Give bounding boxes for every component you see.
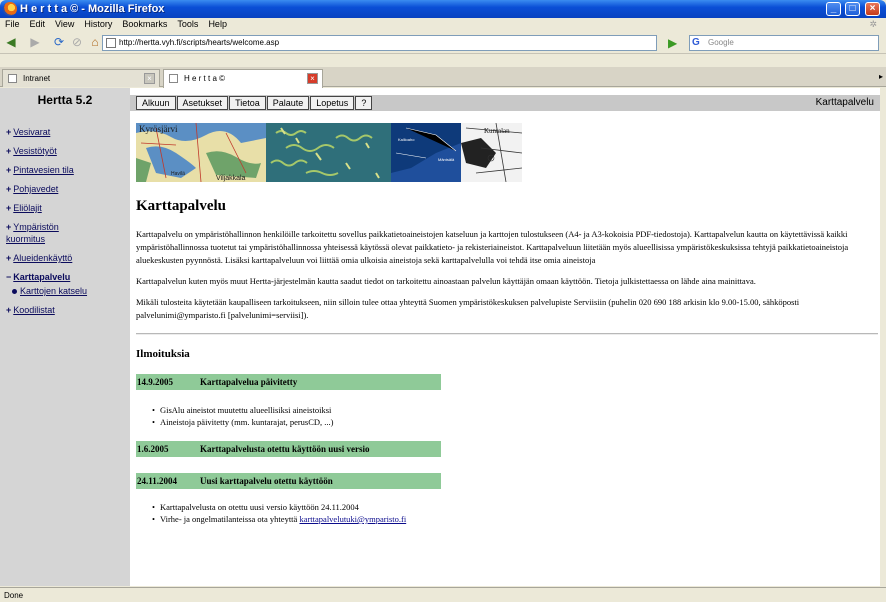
reload-icon[interactable]: ⟳ bbox=[53, 35, 65, 49]
notice-headline: Uusi karttapalvelu otettu käyttöön bbox=[200, 476, 333, 486]
notice-headline: Karttapalvelusta otettu käyttöön uusi versio bbox=[200, 444, 370, 454]
tietoa-button[interactable]: Tietoa bbox=[229, 96, 266, 110]
sidebar-item-karttapalvelu[interactable]: − Karttapalvelu bbox=[6, 272, 71, 282]
sidebar-item-alueidenkaytto[interactable]: + Alueidenkäyttö bbox=[6, 253, 73, 263]
palaute-button[interactable]: Palaute bbox=[267, 96, 310, 110]
notice-header bbox=[136, 441, 441, 457]
main-article bbox=[136, 198, 878, 330]
search-input[interactable] bbox=[689, 35, 879, 51]
support-email-link[interactable]: karttapalvelutuki@ymparisto.fi bbox=[299, 514, 407, 524]
window-titlebar bbox=[0, 0, 886, 18]
map-banner-image bbox=[136, 123, 522, 182]
sidebar-item-ympariston-kuormitus[interactable]: + Ympäristön kuormitus bbox=[6, 222, 59, 244]
tab-favicon-icon bbox=[8, 74, 17, 83]
usage-paragraph: Karttapalvelun kuten myös muut Hertta-järjestelmän kautta saadut tiedot on tarkoitettu ainoastaan palvelun käyttäjän omaan käyttöön. Tietoja julkistettaessa on lähde aina mainittava. bbox=[136, 276, 756, 286]
home-icon[interactable]: ⌂ bbox=[91, 35, 99, 49]
status-text: Done bbox=[4, 591, 24, 600]
menu-bookmarks[interactable]: Bookmarks bbox=[122, 19, 168, 29]
address-bar[interactable] bbox=[102, 35, 657, 51]
tab-intranet[interactable] bbox=[2, 69, 160, 87]
close-tab-icon[interactable]: × bbox=[144, 73, 155, 84]
close-tab-icon[interactable]: × bbox=[307, 73, 318, 84]
page-title: Karttapalvelu bbox=[136, 198, 226, 214]
list-item: • Karttapalvelusta on otettu uusi versio käyttöön 24.11.2004 bbox=[152, 501, 406, 513]
menu-file[interactable]: File bbox=[5, 19, 20, 29]
notice-date: 24.11.2004 bbox=[137, 476, 178, 486]
map-label: Mäntsälä bbox=[438, 157, 455, 162]
address-url: http://hertta.vyh.fi/scripts/hearts/welcome.asp bbox=[119, 38, 280, 47]
search-placeholder: Google bbox=[708, 38, 734, 47]
firefox-icon bbox=[3, 2, 17, 16]
activity-throbber-icon: ✲ bbox=[869, 19, 877, 29]
window-title: H e r t t a © - Mozilla Firefox bbox=[20, 3, 165, 15]
maximize-button[interactable]: □ bbox=[845, 2, 860, 16]
go-icon[interactable]: ▶ bbox=[668, 36, 678, 50]
notice-date: 1.6.2005 bbox=[137, 444, 169, 454]
menu-tools[interactable]: Tools bbox=[177, 19, 199, 29]
sidebar-item-vesistotyot[interactable]: + Vesistötyöt bbox=[6, 146, 57, 156]
list-item: • Virhe- ja ongelmatilanteissa ota yhteyttä karttapalvelutuki@ymparisto.fi bbox=[152, 513, 406, 525]
map-label: Havilä bbox=[171, 171, 185, 177]
vertical-scrollbar[interactable] bbox=[880, 88, 886, 586]
tab-label: Intranet bbox=[23, 74, 51, 83]
list-item: • Aineistoja päivitetty (mm. kuntarajat, perusCD, ...) bbox=[152, 416, 334, 428]
tab-favicon-icon bbox=[169, 74, 178, 83]
stop-icon[interactable]: ⊘ bbox=[71, 35, 83, 49]
close-window-button[interactable]: × bbox=[865, 2, 880, 16]
tab-hertta[interactable] bbox=[163, 69, 323, 88]
sidebar-item-pohjavedet[interactable]: + Pohjavedet bbox=[6, 184, 59, 194]
bullet-icon bbox=[12, 289, 17, 294]
menu-edit[interactable]: Edit bbox=[29, 19, 46, 29]
map-label: Kallioaho bbox=[398, 137, 415, 142]
notices-title: Ilmoituksia bbox=[136, 348, 190, 360]
menu-view[interactable]: View bbox=[55, 19, 75, 29]
navigation-toolbar bbox=[0, 32, 886, 54]
sidebar-item-pintavesien-tila[interactable]: + Pintavesien tila bbox=[6, 165, 74, 175]
alkuun-button[interactable]: Alkuun bbox=[136, 96, 176, 110]
page-content bbox=[0, 88, 880, 586]
notice-headline: Karttapalvelua päivitetty bbox=[200, 377, 298, 387]
status-bar bbox=[0, 587, 886, 602]
bookmarks-toolbar bbox=[0, 55, 886, 67]
section-title: Karttapalvelu bbox=[815, 97, 874, 108]
commercial-paragraph: Mikäli tulosteita käytetään kaupalliseen tarkoitukseen, niin silloin tulee ottaa yhteyttä Suomen ympäristökeskuksen palvelupiste Serviisiin (puhelin 020 690 188 arkisin klo 9.00-15.00, sähköposti palvelunimi@ymparisto.fi [palvelunimi=serviisi]). bbox=[136, 297, 800, 320]
tab-bar bbox=[0, 67, 886, 87]
back-icon[interactable]: ◀ bbox=[6, 35, 16, 49]
top-nav-buttons bbox=[136, 96, 373, 110]
map-label: Viljakkala bbox=[216, 175, 246, 182]
menu-help[interactable]: Help bbox=[208, 19, 227, 29]
map-label: Kyrösjärvi bbox=[139, 124, 178, 134]
app-name: Hertta 5.2 bbox=[37, 93, 93, 107]
sidebar-menu bbox=[6, 126, 87, 323]
sidebar-item-karttojen-katselu[interactable]: Karttojen katselu bbox=[12, 285, 87, 297]
google-icon: G bbox=[692, 37, 700, 48]
sidebar-item-vesivarat[interactable]: + Vesivarat bbox=[6, 127, 51, 137]
notice-bullets bbox=[152, 501, 406, 525]
minimize-button[interactable]: _ bbox=[826, 2, 841, 16]
asetukset-button[interactable]: Asetukset bbox=[177, 96, 229, 110]
notice-header bbox=[136, 473, 441, 489]
menu-history[interactable]: History bbox=[84, 19, 113, 29]
list-item: • GisAlu aineistot muutettu alueellisiksi aineistoiksi bbox=[152, 404, 334, 416]
sidebar-item-eliolajit[interactable]: + Eliölajit bbox=[6, 203, 42, 213]
notice-bullets bbox=[152, 404, 334, 428]
sidebar bbox=[0, 88, 130, 586]
divider bbox=[136, 333, 878, 335]
forward-icon[interactable]: ▶ bbox=[30, 35, 40, 49]
page-favicon-icon bbox=[106, 38, 116, 48]
tab-list-icon[interactable]: ▸ bbox=[878, 72, 883, 81]
intro-paragraph: Karttapalvelu on ympäristöhallinnon henkilöille tarkoitettu sovellus paikkatietoaineistojen katseluun ja karttojen tulostukseen (A4- ja A3-kokoisia PDF-tiedostoja). Karttapalvelun kautta on käytettävissä kaikki ympäristöhallinnossa tuotetut tai ympäristöhallinnossa yhteisessä käytössä olevat paikkatieto- ja rekisteriaineistot. Karttapalveluun liitetään myös alueellisissa ympäristökeskuksissa tehtyjä paikkatietoaineistoja aluekeskusten pyynnöstä. Lisäksi karttapalveluun voi liittää omia ulkoisia aineistoja sekä karttapalvelulla voi tehdä itse omia aineistoja bbox=[136, 229, 849, 265]
help-button[interactable]: ? bbox=[355, 96, 372, 110]
map-label: Kuntalan bbox=[484, 127, 510, 135]
notice-date: 14.9.2005 bbox=[137, 377, 173, 387]
tab-label: H e r t t a © bbox=[184, 74, 226, 83]
menu-bar bbox=[0, 18, 886, 32]
notice-header bbox=[136, 374, 441, 390]
lopetus-button[interactable]: Lopetus bbox=[310, 96, 354, 110]
sidebar-item-koodilistat[interactable]: + Koodilistat bbox=[6, 305, 55, 315]
